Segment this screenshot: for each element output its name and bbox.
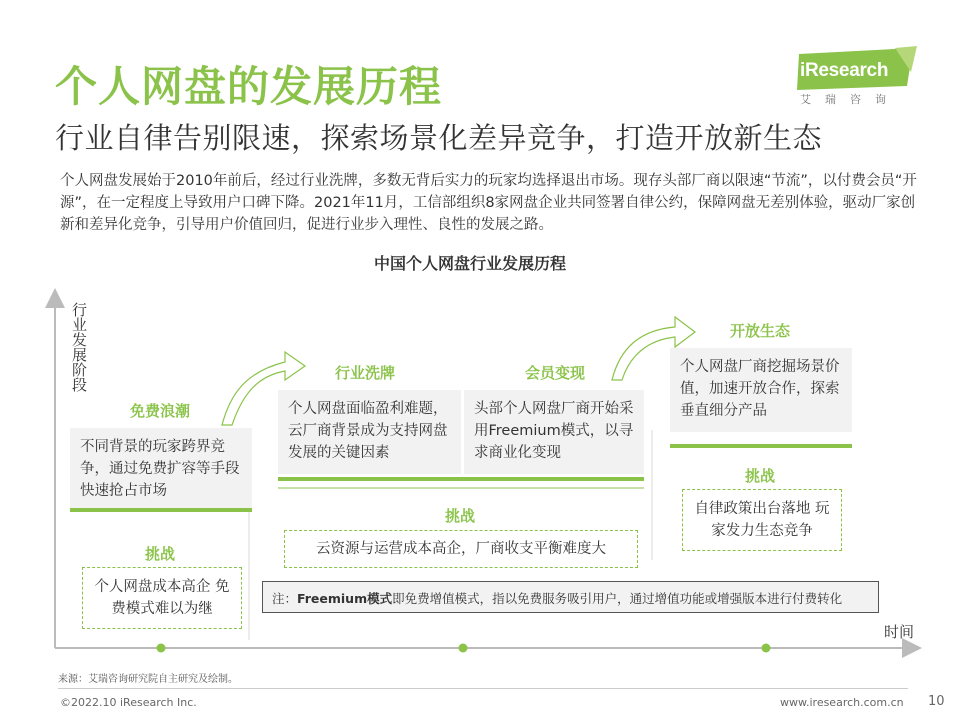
challenge-title: 挑战	[144, 545, 175, 563]
diagram-title: 中国个人网盘行业发展历程	[373, 254, 566, 273]
stage-box-open-ecosystem: 个人网盘厂商挖掘场景价值，加速开放合作，探索垂直细分产品	[670, 348, 852, 432]
freemium-note	[262, 581, 879, 613]
challenge-title: 挑战	[744, 467, 775, 485]
x-axis-label: 时间	[884, 623, 915, 641]
page-number: 10	[928, 694, 945, 709]
challenge-box-2: 云资源与运营成本高企，厂商收支平衡难度大	[284, 530, 638, 568]
page-title: 个人网盘的发展历程	[55, 62, 443, 111]
page-subtitle: 行业自律告别限速，探索场景化差异竞争，打造开放新生态	[55, 121, 823, 155]
stage-box-monetization: 头部个人网盘厂商开始采用Freemium模式，以寻求商业化变现	[464, 390, 644, 474]
note-prefix: 注：	[272, 591, 298, 606]
source-note: 来源：艾瑞咨询研究院自主研究及绘制。	[58, 674, 238, 685]
stage-box-free-wave: 不同背景的玩家跨界竞争，通过免费扩容等手段快速抢占市场	[70, 428, 252, 512]
logo-subtext: 艾瑞咨询	[800, 93, 900, 106]
stage-underline-faint	[278, 487, 644, 489]
copyright: ©2022.10 iResearch Inc.	[60, 696, 197, 709]
challenge-box-3: 自律政策出台落地 玩家发力生态竞争	[682, 489, 842, 551]
stage-box-reshuffle: 个人网盘面临盈利难题，云厂商背景成为支持网盘发展的关键因素	[278, 390, 461, 474]
stage-title-reshuffle: 行业洗牌	[334, 364, 395, 382]
challenge-title: 挑战	[444, 507, 475, 525]
intro-paragraph: 个人网盘发展始于2010年前后，经过行业洗牌，多数无背后实力的玩家均选择退出市场。现存头部厂商以限速“节流”，以付费会员“开源”，在一定程度上导致用户口碑下降。2021年11月，工信部组织8家网盘企业共同签署自律公约，保障网盘无差别体验，驱动厂家创新和差异化竞争，引导用户价值回归，促进行业步入理性、良性的发展之路。	[60, 173, 917, 233]
y-axis-label: 行业发展阶段	[70, 302, 88, 392]
stage-underline	[278, 477, 644, 481]
challenge-box-1: 个人网盘成本高企 免费模式难以为继	[82, 567, 242, 629]
website-link[interactable]: www.iresearch.com.cn	[780, 696, 904, 709]
stage-underline	[670, 444, 852, 448]
stage-title-free-wave: 免费浪潮	[129, 402, 190, 420]
logo-text: iResearch	[800, 60, 889, 81]
stage-title-monetization: 会员变现	[524, 364, 585, 382]
note-term: Freemium模式	[297, 591, 393, 606]
timeline-dot	[157, 644, 166, 653]
timeline-dot	[762, 644, 771, 653]
note-text: 即免费增值模式，指以免费服务吸引用户，通过增值功能或增强版本进行付费转化	[392, 591, 843, 606]
timeline-dot	[459, 644, 468, 653]
footer-divider	[58, 688, 908, 689]
stage-title-open-ecosystem: 开放生态	[729, 322, 790, 340]
